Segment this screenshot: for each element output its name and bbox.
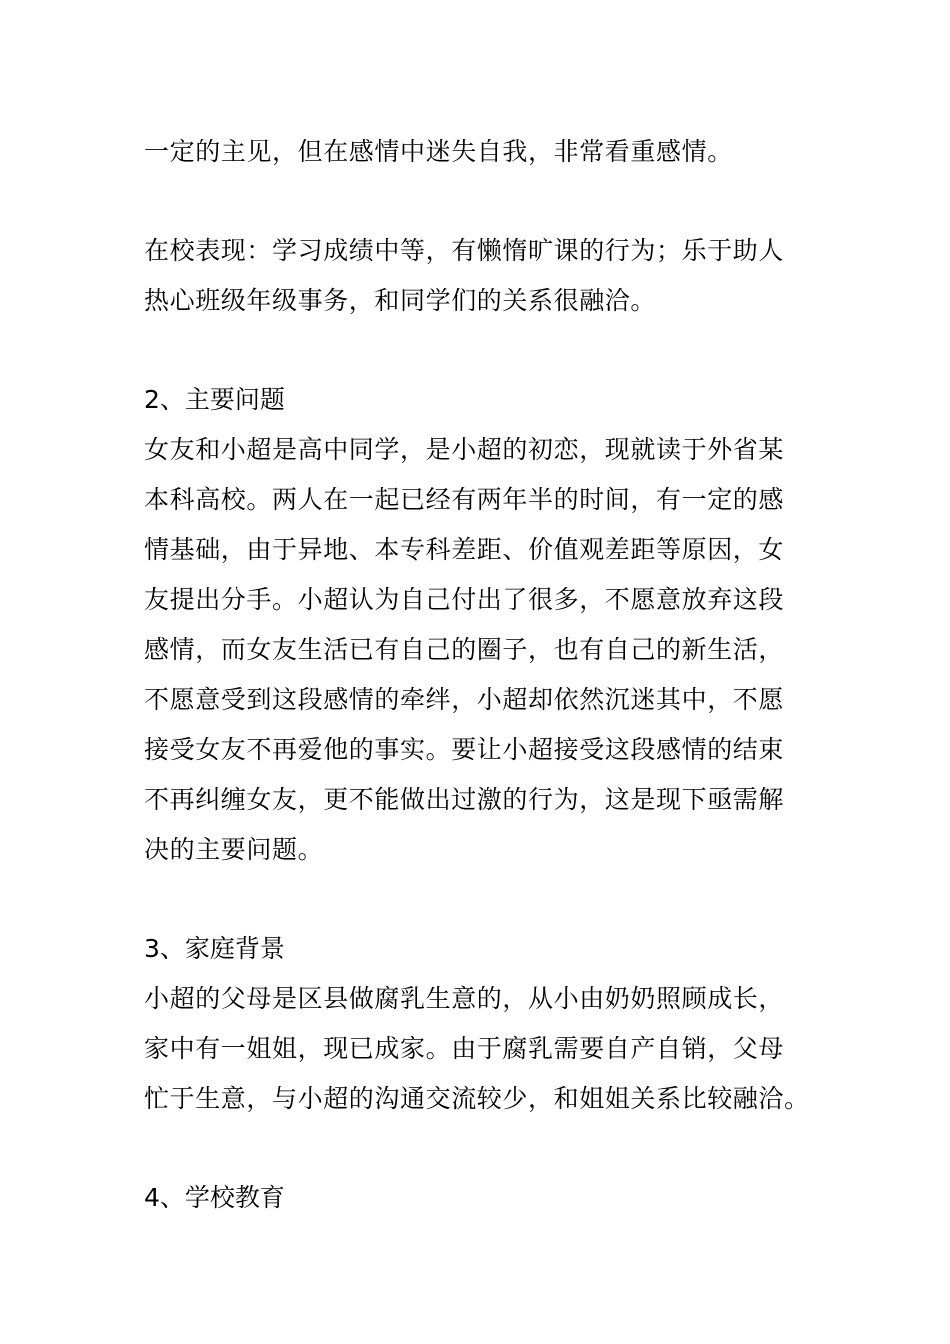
paragraph-line: 情基础，由于异地、本专科差距、价值观差距等原因，女 — [144, 535, 785, 564]
paragraph-line: 决的主要问题。 — [144, 835, 324, 864]
paragraph-line: 在校表现：学习成绩中等，有懒惰旷课的行为；乐于助人 — [144, 236, 785, 265]
section-heading: 4、学校教育 — [144, 1183, 285, 1212]
paragraph-line: 不再纠缠女友，更不能做出过激的行为，这是现下亟需解 — [144, 785, 785, 814]
paragraph-line: 接受女友不再爱他的事实。要让小超接受这段感情的结束 — [144, 735, 785, 764]
paragraph-line: 不愿意受到这段感情的牵绊，小超却依然沉迷其中，不愿 — [144, 685, 785, 714]
paragraph-line: 女友和小超是高中同学，是小超的初恋，现就读于外省某 — [144, 435, 785, 464]
paragraph-line: 热心班级年级事务，和同学们的关系很融洽。 — [144, 286, 657, 315]
paragraph-line: 一定的主见，但在感情中迷失自我，非常看重感情。 — [144, 137, 733, 166]
paragraph-line: 友提出分手。小超认为自己付出了很多，不愿意放弃这段 — [144, 585, 785, 614]
paragraph-line: 感情，而女友生活已有自己的圈子，也有自己的新生活， — [144, 635, 785, 664]
paragraph-line: 忙于生意，与小超的沟通交流较少，和姐姐关系比较融洽。 — [144, 1084, 810, 1113]
section-heading: 2、主要问题 — [144, 385, 285, 414]
paragraph-line: 本科高校。两人在一起已经有两年半的时间，有一定的感 — [144, 485, 785, 514]
paragraph-line: 家中有一姐姐，现已成家。由于腐乳需要自产自销，父母 — [144, 1034, 785, 1063]
section-heading: 3、家庭背景 — [144, 934, 285, 963]
paragraph-line: 小超的父母是区县做腐乳生意的，从小由奶奶照顾成长， — [144, 984, 785, 1013]
